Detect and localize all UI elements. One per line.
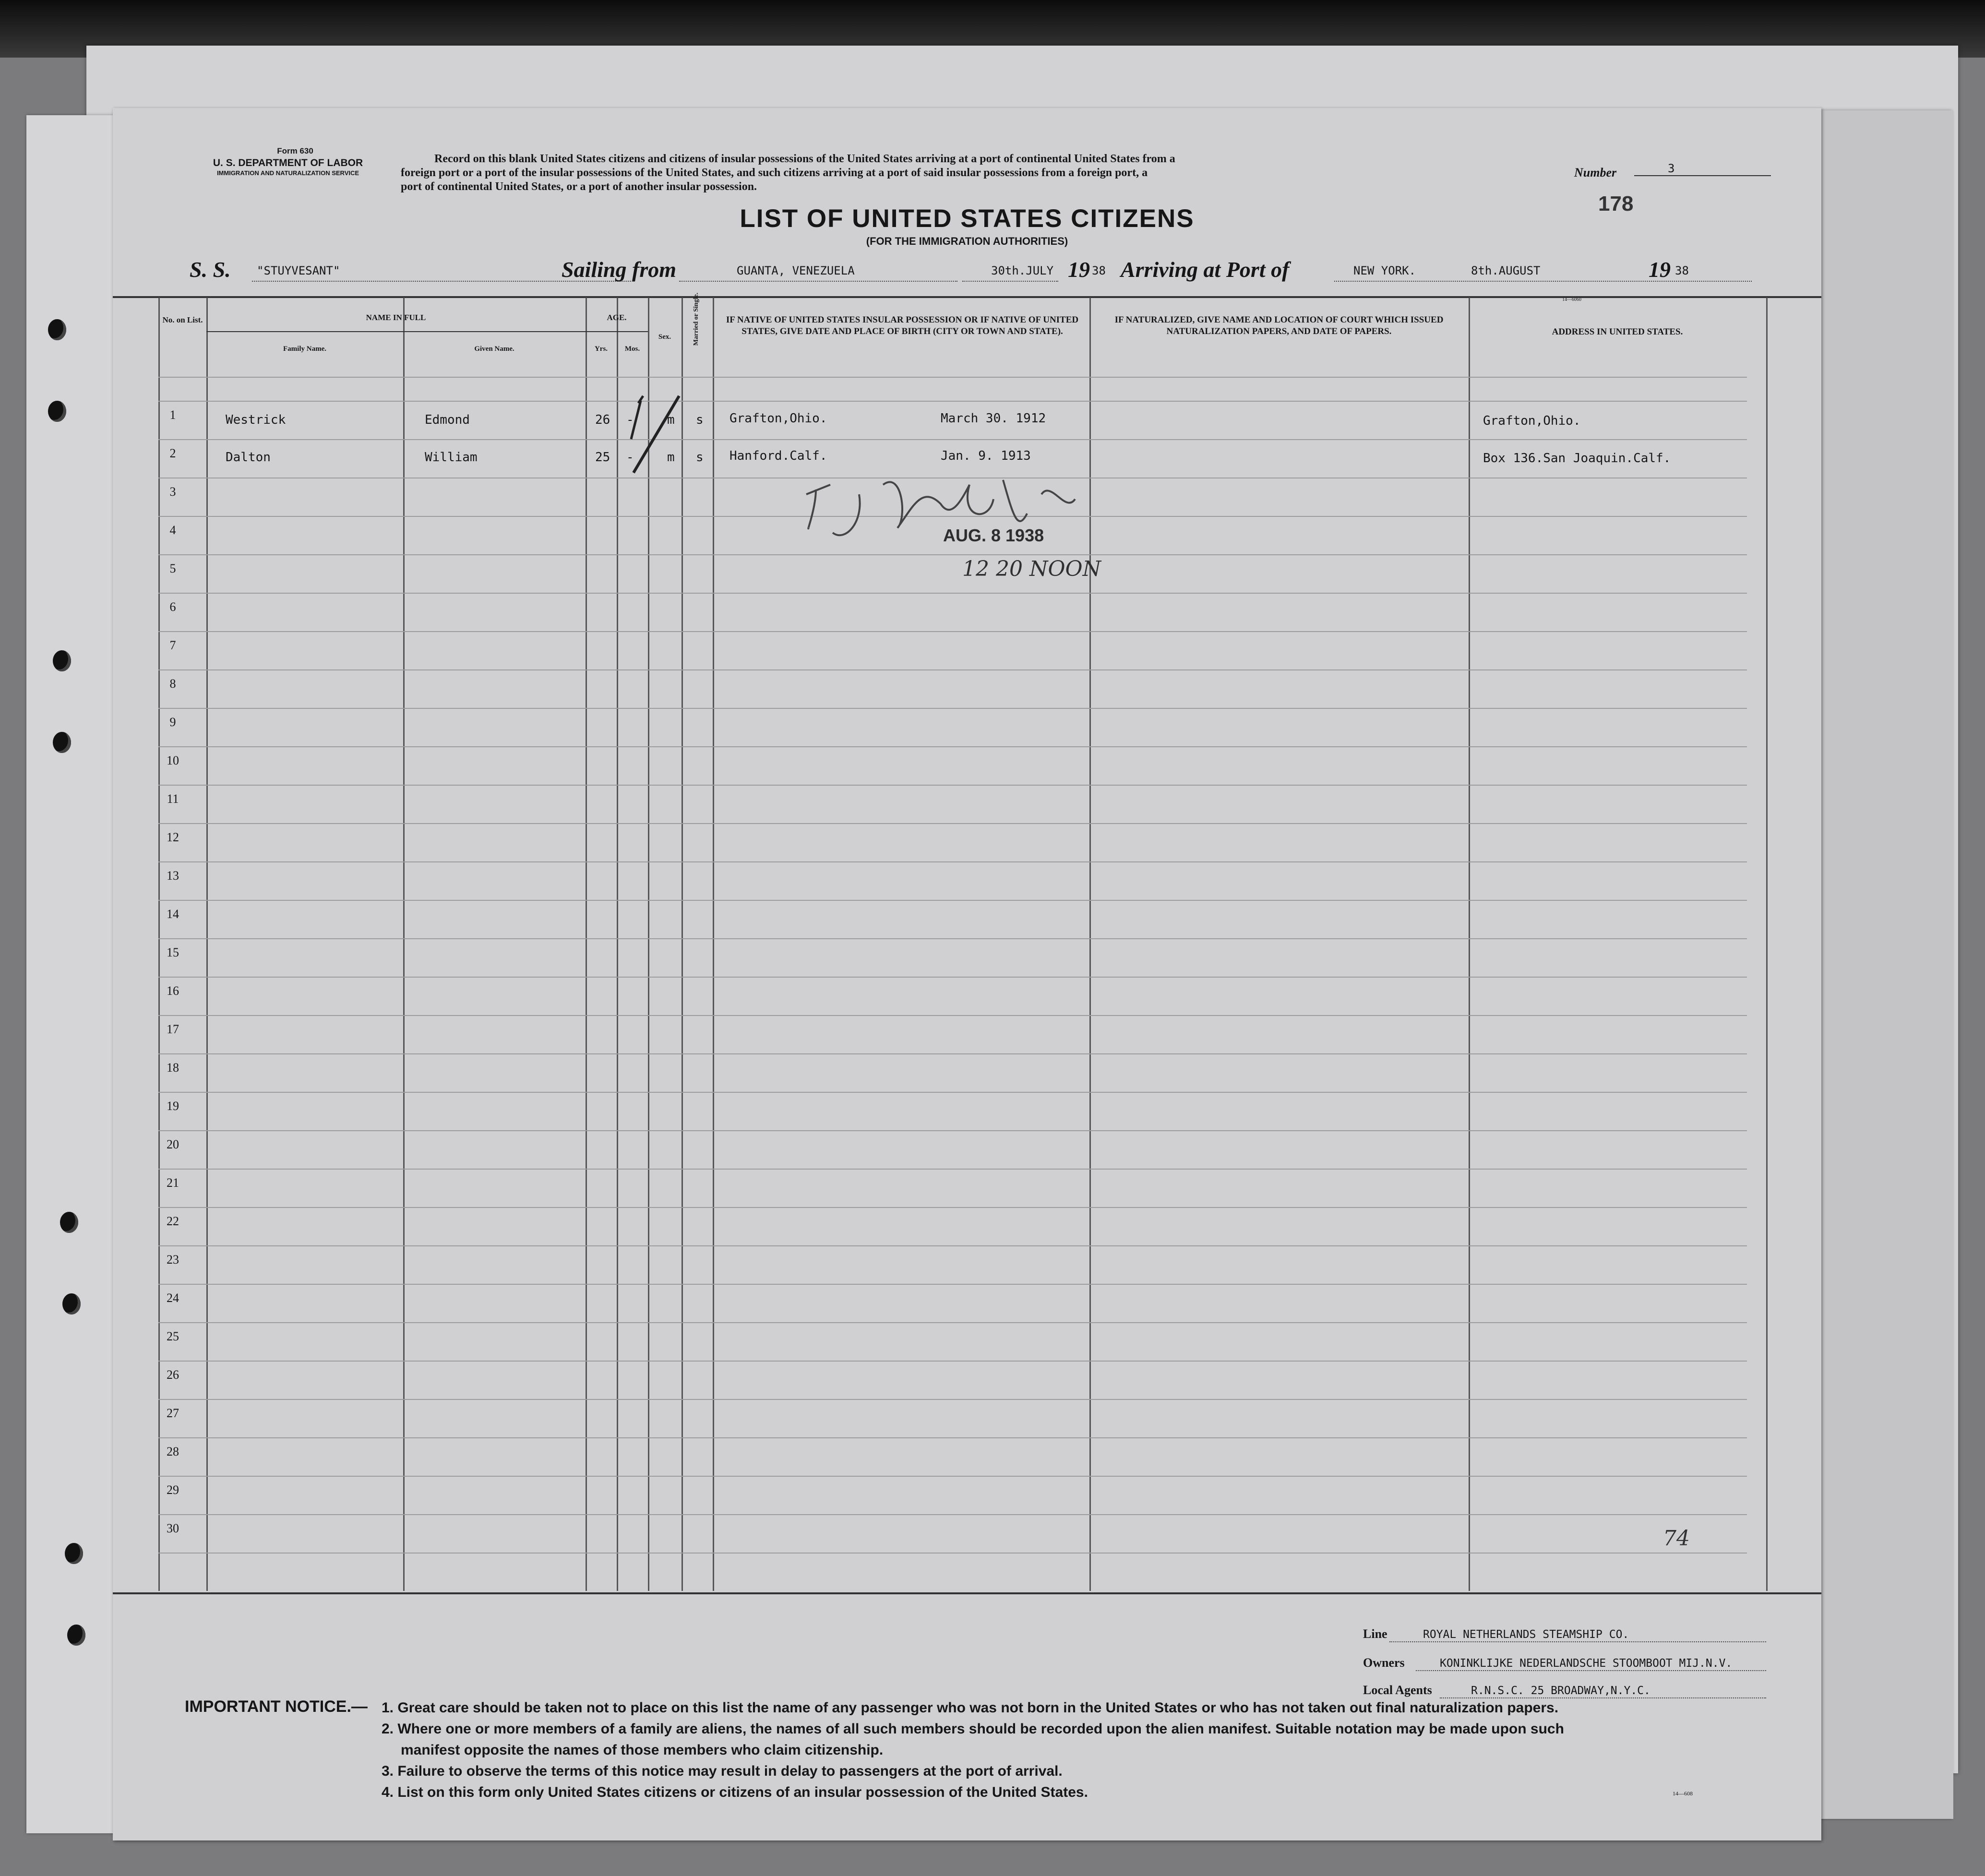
age-months: -	[626, 450, 634, 465]
owners-label: Owners	[1363, 1656, 1405, 1670]
instruction-line: Record on this blank United States citizens and citizens of insular possessions of the United States arriving at a port of continental United States from a	[434, 153, 1175, 165]
age-years: 26	[595, 413, 610, 427]
family-name: Dalton	[226, 450, 271, 465]
arriving-label: Arriving at Port of	[1121, 257, 1290, 282]
instruction-line: foreign port or a port of the insular possessions of the United States, and such citizens arriving at a port of said insular possessions from a foreign port, a	[401, 167, 1148, 179]
column-divider	[648, 298, 649, 1591]
row-number: 20	[167, 1137, 179, 1151]
marital-status: s	[696, 450, 704, 465]
instruction-line: port of continental United States, or a port of another insular possession.	[401, 180, 757, 193]
sailing-year: 38	[1092, 264, 1106, 277]
row-number: 27	[167, 1406, 179, 1420]
punch-hole	[48, 401, 66, 422]
age-years: 25	[595, 450, 610, 465]
sailing-date-underline	[962, 281, 1058, 282]
given-name: William	[425, 450, 478, 465]
marital-status: s	[696, 413, 704, 427]
sex: m	[667, 413, 675, 427]
row-line	[158, 1245, 1747, 1246]
row-number: 26	[167, 1368, 179, 1382]
header-age: AGE.	[607, 313, 627, 322]
row-number: 13	[167, 869, 179, 883]
row-line	[158, 746, 1747, 747]
address: Box 136.San Joaquin.Calf.	[1483, 451, 1671, 466]
inspection-date-stamp: AUG. 8 1938	[943, 526, 1044, 545]
sailing-from: GUANTA, VENEZUELA	[737, 264, 855, 277]
owners-underline	[1416, 1670, 1766, 1671]
punch-hole	[60, 1212, 78, 1233]
header-name-in-full: NAME IN FULL	[366, 313, 426, 322]
header-naturalization: IF NATURALIZED, GIVE NAME AND LOCATION OF COURT WHICH ISSUED NATURALIZATION PAPERS, AND DATE OF PAPERS.	[1114, 315, 1444, 336]
row-number: 17	[167, 1022, 179, 1036]
header-given-name: Given Name.	[474, 345, 514, 353]
column-divider	[1469, 298, 1470, 1591]
row-line	[158, 1399, 1747, 1400]
row-line	[158, 554, 1747, 555]
birth-place: Grafton,Ohio.	[729, 411, 827, 426]
notice-item: 2. Where one or more members of a family are aliens, the names of all such members should be recorded upon the alien manifest. Suitable notation may be made upon such	[382, 1721, 1564, 1737]
age-months: -	[626, 413, 634, 427]
local-agents-label: Local Agents	[1363, 1683, 1432, 1697]
row-number: 3	[169, 485, 176, 499]
row-line	[158, 1130, 1747, 1131]
line-label: Line	[1363, 1627, 1387, 1641]
page-mark: 74	[1663, 1526, 1690, 1551]
header-address: ADDRESS IN UNITED STATES.	[1552, 327, 1683, 337]
row-number: 11	[167, 792, 179, 806]
notice-item: 4. List on this form only United States citizens or citizens of an insular possession of the United States.	[382, 1784, 1088, 1800]
punch-hole	[53, 650, 71, 671]
sex: m	[667, 450, 675, 465]
owners-value: KONINKLIJKE NEDERLANDSCHE STOOMBOOT MIJ.N.V.	[1440, 1657, 1733, 1670]
row-number: 9	[169, 715, 176, 729]
column-divider	[1766, 298, 1768, 1591]
punch-hole	[48, 319, 66, 340]
row-number: 6	[169, 600, 176, 614]
birth-date: Jan. 9. 1913	[941, 449, 1031, 463]
column-divider	[617, 298, 618, 1591]
row-line	[158, 1092, 1747, 1093]
row-number: 18	[167, 1061, 179, 1075]
sailing-underline	[679, 281, 957, 282]
important-notice-label: IMPORTANT NOTICE.—	[185, 1697, 368, 1716]
row-line	[158, 669, 1747, 670]
row-number: 30	[167, 1521, 179, 1535]
important-notice-list	[382, 1697, 1783, 1803]
arriving-underline	[1334, 281, 1752, 282]
line-value: ROYAL NETHERLANDS STEAMSHIP CO.	[1423, 1628, 1629, 1641]
number-value: 3	[1668, 162, 1675, 175]
row-number: 24	[167, 1291, 179, 1305]
column-divider	[403, 298, 405, 1591]
row-line	[158, 1284, 1747, 1285]
punch-hole	[62, 1293, 81, 1314]
row-line	[158, 377, 1747, 378]
punch-hole	[65, 1543, 83, 1564]
manifest-sheet	[113, 108, 1821, 1840]
left-binding-strip	[26, 115, 115, 1833]
row-line	[158, 1207, 1747, 1208]
notice-item: 1. Great care should be taken not to place on this list the name of any passenger who was not born in the United States or who has not taken out final naturalization papers.	[382, 1700, 1559, 1716]
row-line	[158, 977, 1747, 978]
line-underline	[1389, 1641, 1766, 1642]
row-number: 1	[169, 408, 176, 422]
row-line	[158, 1322, 1747, 1323]
row-number: 4	[169, 523, 176, 537]
form-instructions	[401, 152, 1629, 194]
header-years: Yrs.	[594, 345, 608, 353]
inspection-time-stamp: 12 20 NOON	[962, 557, 1101, 581]
punch-hole	[53, 732, 71, 753]
number-underline	[1634, 175, 1771, 176]
right-page-edge	[1819, 110, 1953, 1819]
arriving-port: NEW YORK.	[1353, 264, 1416, 277]
row-line	[158, 861, 1747, 862]
family-name: Westrick	[226, 413, 286, 427]
column-divider	[713, 298, 714, 1591]
notice-item: 3. Failure to observe the terms of this notice may result in delay to passengers at the port of arrival.	[382, 1763, 1063, 1779]
row-line	[158, 1476, 1747, 1477]
sailing-year-prefix: 19	[1068, 257, 1090, 282]
arriving-date: 8th.AUGUST	[1471, 264, 1541, 277]
row-number: 21	[167, 1176, 179, 1190]
arriving-year-prefix: 19	[1649, 257, 1671, 282]
row-line	[158, 1514, 1747, 1515]
header-months: Mos.	[624, 345, 640, 353]
address: Grafton,Ohio.	[1483, 414, 1581, 428]
row-line	[158, 1361, 1747, 1362]
row-line	[158, 631, 1747, 632]
department-name: U. S. DEPARTMENT OF LABOR	[213, 157, 363, 168]
header-rule	[206, 331, 648, 332]
service-name: IMMIGRATION AND NATURALIZATION SERVICE	[216, 169, 359, 177]
row-line	[158, 785, 1747, 786]
header-number: No. on List.	[162, 315, 203, 324]
row-line	[158, 900, 1747, 901]
local-agents-value: R.N.S.C. 25 BROADWAY,N.Y.C.	[1471, 1685, 1650, 1697]
row-number: 7	[169, 638, 176, 652]
row-line	[158, 1053, 1747, 1054]
row-line	[158, 439, 1747, 440]
row-number: 19	[167, 1099, 179, 1113]
table-bottom-border	[113, 1592, 1821, 1594]
row-number: 12	[167, 830, 179, 844]
row-line	[158, 823, 1747, 824]
column-divider	[682, 298, 683, 1591]
row-number: 5	[169, 562, 176, 575]
number-label: Number	[1574, 166, 1617, 179]
row-number: 23	[167, 1253, 179, 1267]
row-number: 14	[167, 907, 179, 921]
form-number: Form 630	[277, 146, 313, 155]
stamped-number: 178	[1598, 192, 1634, 215]
row-number: 28	[167, 1445, 179, 1458]
row-line	[158, 1015, 1747, 1016]
row-number: 15	[167, 945, 179, 959]
row-number: 22	[167, 1214, 179, 1228]
ship-name: "STUYVESANT"	[257, 264, 340, 277]
row-line	[158, 1169, 1747, 1170]
header-sex: Sex.	[658, 333, 671, 341]
row-number: 8	[169, 677, 176, 691]
row-line	[158, 708, 1747, 709]
row-line	[158, 593, 1747, 594]
header-married-single: Married or Single.	[693, 292, 700, 346]
row-number: 16	[167, 984, 179, 998]
notice-item: manifest opposite the names of those members who claim citizenship.	[401, 1742, 884, 1758]
sailing-date: 30th.JULY	[991, 264, 1054, 277]
header-place-of-birth: IF NATIVE OF UNITED STATES INSULAR POSSESSION OR IF NATIVE OF UNITED STATES, GIVE DATE AND PLACE OF BIRTH (CITY OR TOWN AND STATE).	[726, 315, 1079, 336]
given-name: Edmond	[425, 413, 470, 427]
ss-label: S. S.	[190, 257, 231, 282]
column-divider	[586, 298, 587, 1591]
row-number: 29	[167, 1483, 179, 1497]
sailing-label: Sailing from	[562, 257, 677, 282]
row-number: 2	[169, 446, 176, 460]
check-mark-strokes	[622, 377, 698, 487]
birth-date: March 30. 1912	[941, 411, 1046, 426]
birth-place: Hanford.Calf.	[729, 449, 827, 463]
row-line	[158, 401, 1747, 402]
column-divider	[206, 298, 208, 1591]
header-family-name: Family Name.	[283, 345, 326, 353]
table-top-border	[113, 296, 1821, 298]
arriving-year: 38	[1675, 264, 1689, 277]
row-number: 10	[167, 753, 179, 767]
punch-hole	[67, 1625, 85, 1646]
page-title: LIST OF UNITED STATES CITIZENS	[740, 204, 1195, 233]
form-code: 14—608	[1673, 1790, 1693, 1797]
row-line	[158, 1437, 1747, 1438]
row-number: 25	[167, 1329, 179, 1343]
page-subtitle: (FOR THE IMMIGRATION AUTHORITIES)	[866, 235, 1068, 247]
row-line	[158, 938, 1747, 939]
print-code: 14—6060	[1562, 297, 1581, 302]
